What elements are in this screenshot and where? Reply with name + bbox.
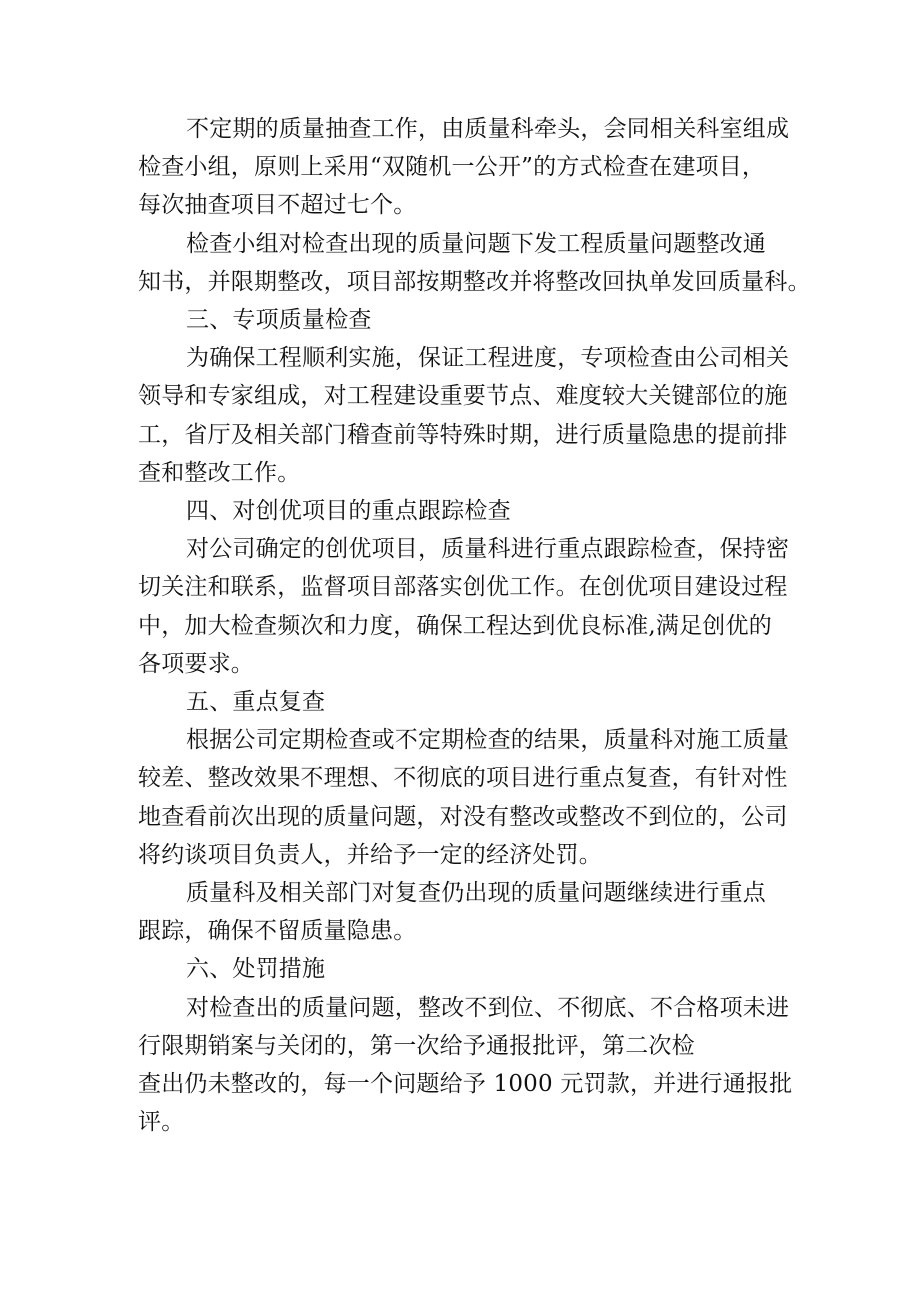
text-line: 地查看前次出现的质量问题，对没有整改或整改不到位的，公司 — [138, 803, 788, 830]
text-line: 切关注和联系，监督项目部落实创优工作。在创优项目建设过程 — [138, 574, 788, 601]
text-line: 为确保工程顺利实施，保证工程进度，专项检查由公司相关 — [186, 345, 790, 372]
text-line: 查和整改工作。 — [138, 459, 301, 486]
text-line: 较差、整改效果不理想、不彻底的项目进行重点复查，有针对性 — [138, 765, 788, 792]
paragraph-follow-up — [138, 874, 788, 950]
text-line: 工，省厅及相关部门稽查前等特殊时期，进行质量隐患的提前排 — [138, 421, 788, 448]
section-heading-special-inspection: 三、专项质量检查 — [186, 307, 372, 334]
text-line: 每次抽查项目不超过七个。 — [138, 192, 417, 219]
text-line: 知书，并限期整改，项目部按期整改并将整改回执单发回质量科。 — [138, 268, 811, 295]
text-line: 跟踪，确保不留质量隐患。 — [138, 918, 417, 945]
text-line: 检查小组对检查出现的质量问题下发工程质量问题整改通 — [186, 230, 766, 257]
text-line: 对公司确定的创优项目，质量科进行重点跟踪检查，保持密 — [186, 536, 790, 563]
text-line: 评。 — [138, 1109, 185, 1136]
text-line: 对检查出的质量问题，整改不到位、不彻底、不合格项未进 — [186, 994, 790, 1021]
paragraph-excellence-tracking — [138, 530, 788, 683]
section-heading-excellence-tracking: 四、对创优项目的重点跟踪检查 — [186, 498, 511, 525]
text-line: 不定期的质量抽查工作，由质量科牵头，会同相关科室组成 — [186, 116, 790, 142]
section-heading-penalties: 六、处罚措施 — [186, 956, 326, 983]
paragraph-random-inspection — [138, 110, 788, 225]
text-line: 中，加大检查频次和力度，确保工程达到优良标准,满足创优的 — [138, 612, 772, 639]
paragraph-special-inspection — [138, 339, 788, 492]
text-line: 质量科及相关部门对复查仍出现的质量问题继续进行重点 — [186, 880, 766, 907]
paragraph-rectification-notice — [138, 225, 811, 301]
paragraph-penalties — [138, 989, 793, 1142]
document-body — [138, 110, 811, 1141]
text-line: 查出仍未整改的，每一个问题给予 1000 元罚款，并进行通报批 — [138, 1071, 793, 1098]
text-line: 领导和专家组成，对工程建设重要节点、难度较大关键部位的施 — [138, 383, 788, 410]
text-line: 各项要求。 — [138, 650, 254, 677]
text-line: 根据公司定期检查或不定期检查的结果，质量科对施工质量 — [186, 727, 790, 754]
text-line: 行限期销案与关闭的，第一次给予通报批评，第二次检 — [138, 1032, 695, 1059]
paragraph-key-review — [138, 721, 788, 874]
text-line: 将约谈项目负责人，并给予一定的经济处罚。 — [138, 841, 602, 868]
text-line: 检查小组，原则上采用“双随机一公开”的方式检查在建项目， — [138, 154, 766, 181]
section-heading-key-review: 五、重点复查 — [186, 689, 326, 716]
